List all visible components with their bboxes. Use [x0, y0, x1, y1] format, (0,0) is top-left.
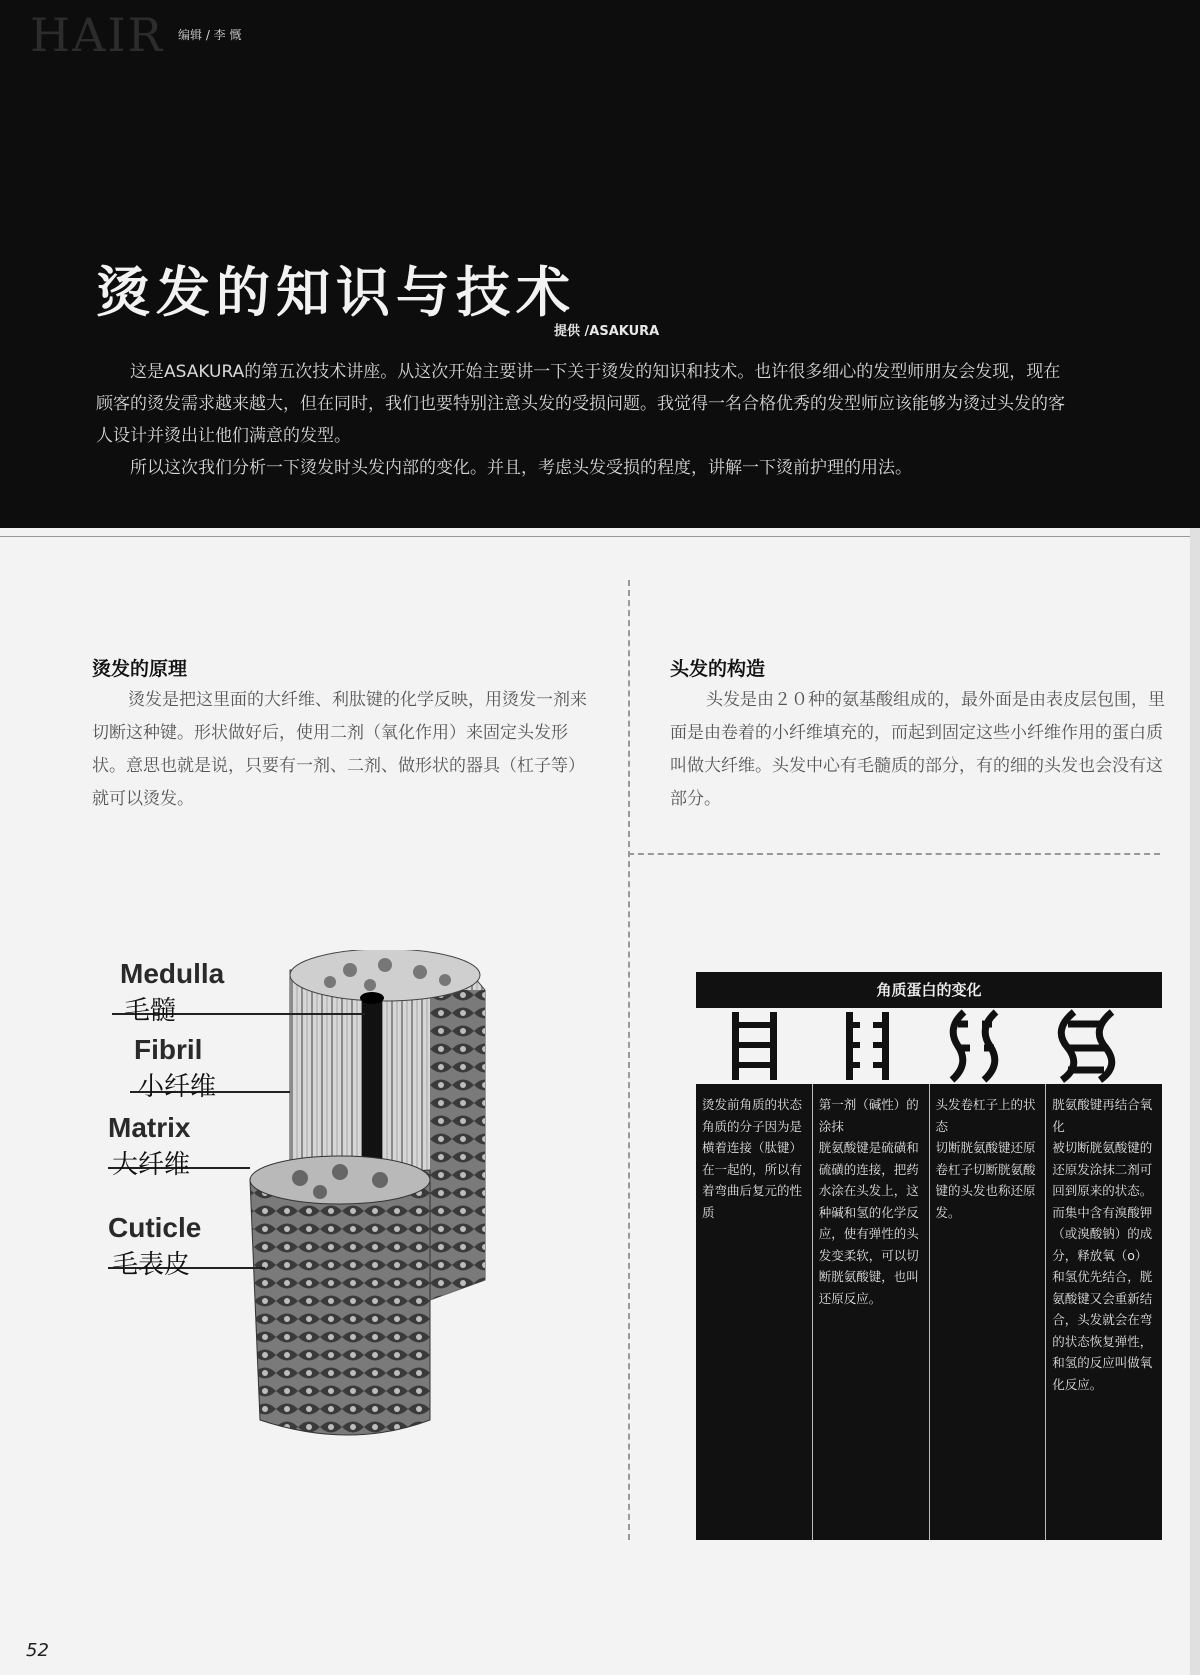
keratin-icons-row [696, 1008, 1162, 1084]
matrix-label-zh: 大纤维 [112, 1150, 191, 1180]
curled-broken-ladder-icon [952, 1012, 996, 1080]
cuticle-label-zh: 毛表皮 [112, 1250, 191, 1280]
structure-paragraph: 头发是由２０种的氨基酸组成的，最外面是由表皮层包围，里面是由卷着的小纤维填充的，而起到固定这些小纤维作用的蛋白质叫做大纤维。头发中心有毛髓质的部分，有的细的头发也会没有这部分。 [670, 690, 1165, 809]
fibril-label-zh: 小纤维 [138, 1072, 217, 1102]
header-banner [0, 0, 1200, 528]
masthead-logo: HAIR [30, 8, 165, 62]
intro-paragraph: 所以这次我们分析一下烫发时头发内部的变化。并且，考虑头发受损的程度，讲解一下烫前护理的用法。 [130, 458, 912, 478]
keratin-change-table [696, 972, 1162, 1540]
fibril-label-en: Fibril [134, 1034, 203, 1065]
broken-ladder-icon [846, 1012, 889, 1080]
table-column-1: 烫发前角质的状态 角质的分子因为是横着连接（肽键）在一起的，所以有着弯曲后复元的性质 [702, 1097, 803, 1220]
page-number: 52 [26, 1640, 49, 1661]
curled-rejoined-ladder-icon [1061, 1012, 1112, 1080]
table-title: 角质蛋白的变化 [696, 972, 1162, 1008]
straight-ladder-icon [732, 1012, 777, 1080]
table-columns [696, 1084, 1162, 1540]
hair-structure-diagram [100, 950, 520, 1440]
keratin-bond-icons [696, 1008, 1162, 1084]
principle-title: 烫发的原理 [92, 658, 188, 680]
medulla-label-en: Medulla [120, 958, 225, 989]
structure-body [670, 684, 1170, 816]
table-column-2: 第一剂（碱性）的涂抹 胱氨酸键是硫磺和硫磺的连接，把药水涂在头发上，这种碱和氢的化学反应，使有弹性的头发变柔软，可以切断胱氨酸键，也叫还原反应。 [812, 1084, 929, 1540]
table-column-3: 头发卷杠子上的状态 切断胱氨酸键还原 卷杠子切断胱氨酸键的头发也称还原发。 [929, 1084, 1046, 1540]
medulla-label [120, 958, 224, 1027]
principle-paragraph: 烫发是把这里面的大纤维、利肽键的化学反映，用烫发一剂来切断这种键。形状做好后，使用二剂（氧化作用）来固定头发形状。意思也就是说，只要有一剂、二剂、做形状的器具（杠子等）就可以烫发。 [92, 690, 587, 809]
section-divider [628, 853, 1160, 855]
principle-body [92, 684, 592, 816]
table-column-4: 胱氨酸键再结合氧化 被切断胱氨酸键的还原发涂抹二剂可回到原来的状态。而集中含有溴酸钾（或溴酸钠）的成分，释放氧（o）和氢优先结合，胱氨酸键又会重新结合，头发就会在弯的状态恢复弹性，和氢的反应叫做氧化反应。 [1045, 1084, 1162, 1540]
divider-line [0, 536, 1200, 537]
column-divider [628, 580, 630, 1540]
page-title: 烫发的知识与技术 [96, 261, 576, 324]
editor-credit: 编辑 / 李 慨 [178, 28, 242, 42]
page-edge [1190, 528, 1200, 1675]
intro-text [96, 356, 1066, 484]
fibril-label [134, 1034, 216, 1103]
matrix-label-en: Matrix [108, 1112, 191, 1143]
cuticle-label-en: Cuticle [108, 1212, 202, 1243]
medulla-label-zh: 毛髓 [124, 996, 177, 1026]
structure-title: 头发的构造 [670, 658, 766, 680]
provider-credit: 提供 /ASAKURA [554, 324, 660, 339]
matrix-label [108, 1112, 190, 1181]
intro-paragraph: 这是ASAKURA的第五次技术讲座。从这次开始主要讲一下关于烫发的知识和技术。也许很多细心的发型师朋友会发现，现在顾客的烫发需求越来越大，但在同时，我们也要特别注意头发的受损问题。我觉得一名合格优秀的发型师应该能够为烫过头发的客人设计并烫出让他们满意的发型。 [96, 362, 1065, 446]
cuticle-label [108, 1212, 201, 1281]
